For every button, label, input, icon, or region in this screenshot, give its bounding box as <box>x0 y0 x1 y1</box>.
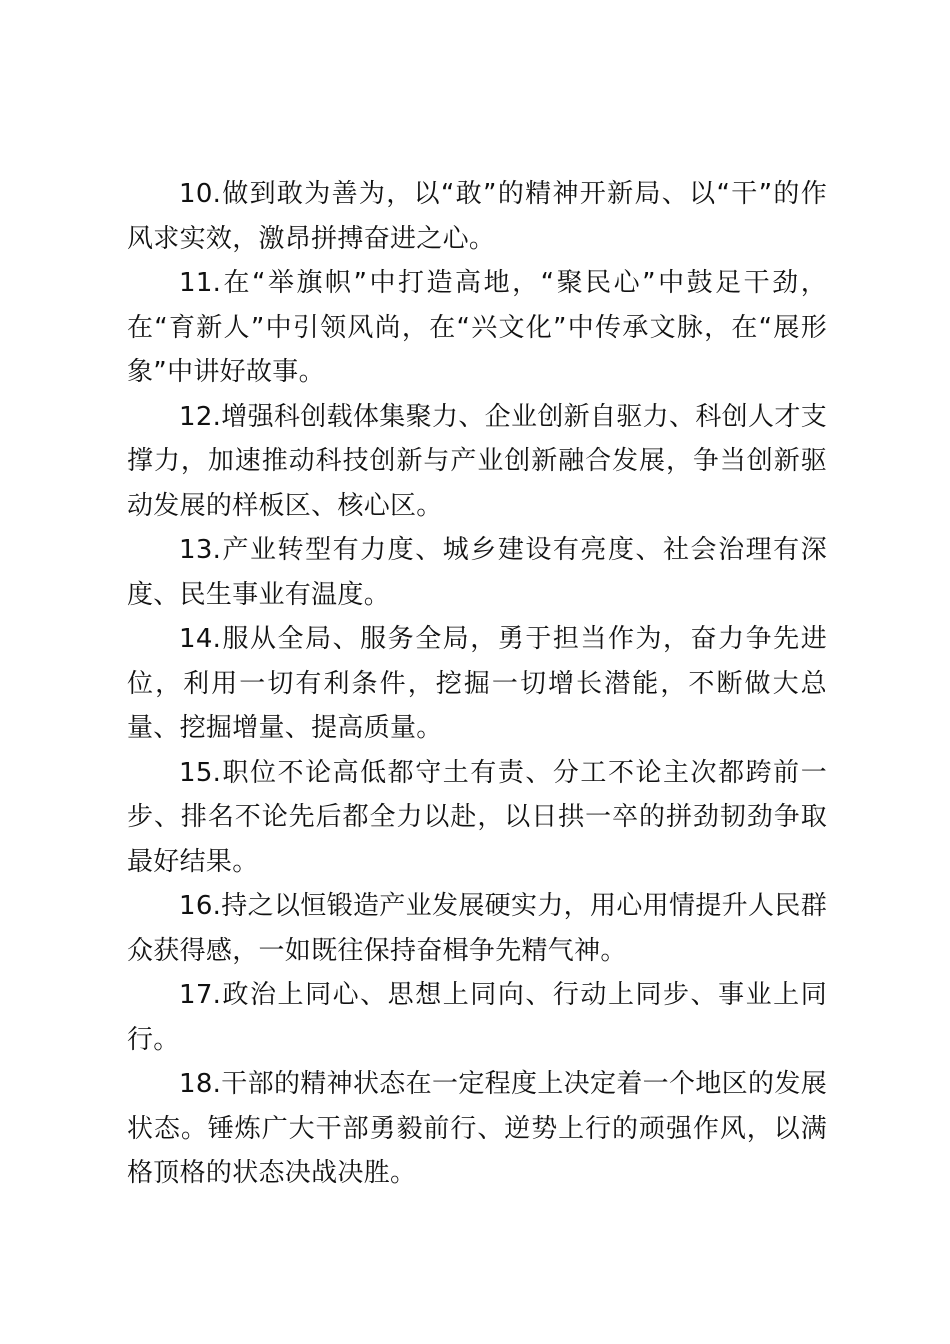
paragraph-11: 11.在“举旗帜”中打造高地，“聚民心”中鼓足干劲，在“育新人”中引领风尚，在“兴文化”中传承文脉，在“展形象”中讲好故事。 <box>127 268 827 387</box>
document-body <box>127 172 827 1196</box>
paragraph-16: 16.持之以恒锻造产业发展硬实力，用心用情提升人民群众获得感，一如既往保持奋楫争先精气神。 <box>127 891 827 966</box>
paragraph-15: 15.职位不论高低都守土有责、分工不论主次都跨前一步、排名不论先后都全力以赴，以日拱一卒的拼劲韧劲争取最好结果。 <box>127 757 827 877</box>
paragraph-12: 12.增强科创载体集聚力、企业创新自驱力、科创人才支撑力，加速推动科技创新与产业创新融合发展，争当创新驱动发展的样板区、核心区。 <box>127 401 827 521</box>
paragraph-10: 10.做到敢为善为，以“敢”的精神开新局、以“干”的作风求实效，激昂拼搏奋进之心。 <box>127 179 827 254</box>
paragraph-13: 13.产业转型有力度、城乡建设有亮度、社会治理有深度、民生事业有温度。 <box>127 535 827 610</box>
paragraph-17: 17.政治上同心、思想上同向、行动上同步、事业上同行。 <box>127 980 827 1055</box>
paragraph-14: 14.服从全局、服务全局，勇于担当作为，奋力争先进位，利用一切有利条件，挖掘一切增长潜能，不断做大总量、挖掘增量、提高质量。 <box>127 624 827 743</box>
paragraph-18: 18.干部的精神状态在一定程度上决定着一个地区的发展状态。锤炼广大干部勇毅前行、逆势上行的顽强作风，以满格顶格的状态决战决胜。 <box>127 1069 827 1188</box>
